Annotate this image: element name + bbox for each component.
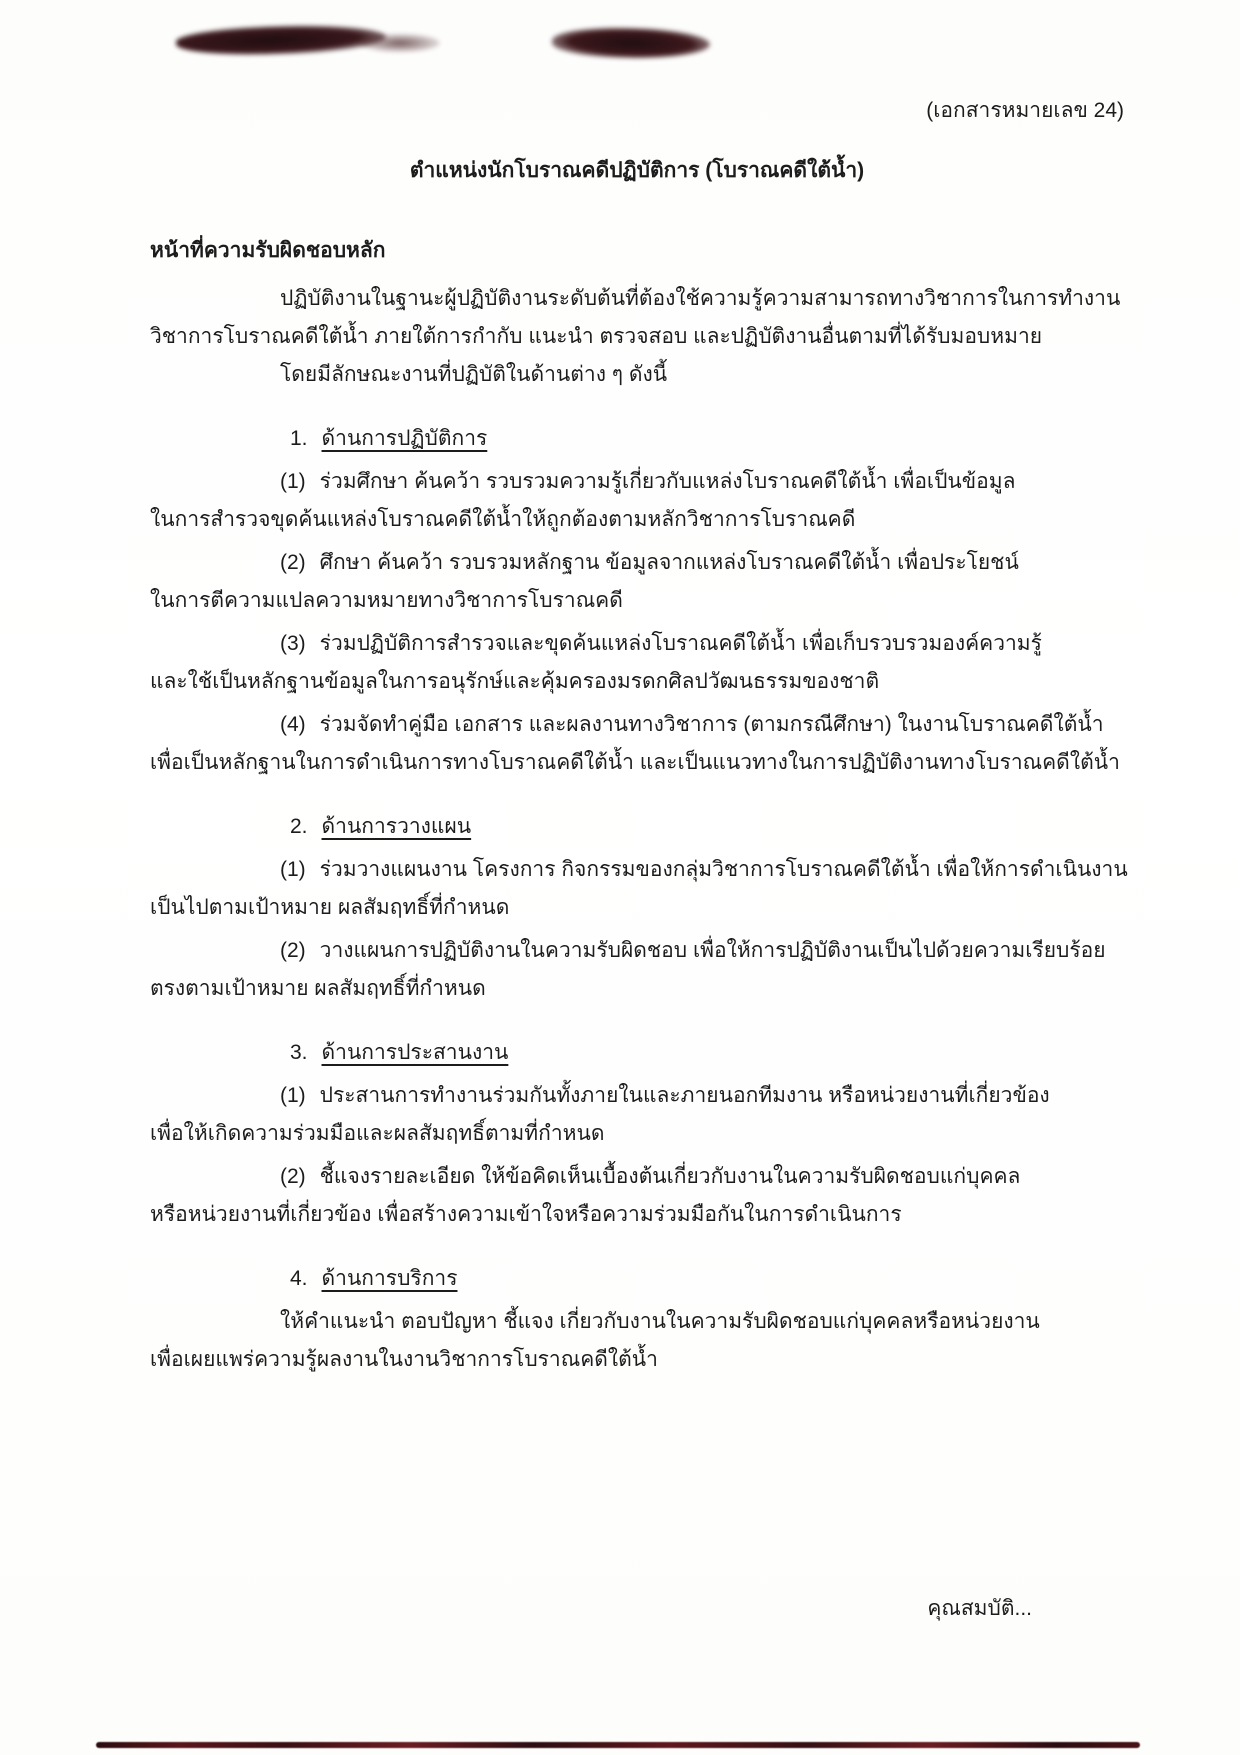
scan-line-bottom	[96, 1742, 1140, 1748]
item-text: และใช้เป็นหลักฐานข้อมูลในการอนุรักษ์และคุ้มครองมรดกศิลปวัฒนธรรมของชาติ	[150, 670, 880, 693]
duty-item	[150, 1303, 1124, 1379]
item-text: หรือหน่วยงานที่เกี่ยวข้อง เพื่อสร้างความเข้าใจหรือความร่วมมือกันในการดำเนินการ	[150, 1203, 902, 1226]
section-title: ด้านการปฏิบัติการ	[321, 427, 488, 450]
duty-item	[150, 625, 1124, 701]
item-text: ร่วมศึกษา ค้นคว้า รวบรวมความรู้เกี่ยวกับแหล่งโบราณคดีใต้น้ำ เพื่อเป็นข้อมูล	[319, 470, 1016, 493]
section-heading	[150, 808, 1124, 846]
intro-line: วิชาการโบราณคดีใต้น้ำ ภายใต้การกำกับ แนะนำ ตรวจสอบ และปฏิบัติงานอื่นตามที่ได้รับมอบหมาย	[150, 325, 1043, 348]
document-number-note: (เอกสารหมายเลข 24)	[926, 99, 1124, 122]
section-number: 1.	[290, 427, 308, 450]
item-text: ประสานการทำงานร่วมกันทั้งภายในและภายนอกทีมงาน หรือหน่วยงานที่เกี่ยวข้อง	[319, 1084, 1050, 1107]
item-label: (2)	[280, 1165, 306, 1188]
section-title: ด้านการวางแผน	[321, 815, 472, 838]
item-text: ร่วมปฏิบัติการสำรวจและขุดค้นแหล่งโบราณคดีใต้น้ำ เพื่อเก็บรวบรวมองค์ความรู้	[319, 632, 1042, 655]
duty-item	[150, 851, 1128, 927]
item-label: (2)	[280, 939, 306, 962]
document-title: ตำแหน่งนักโบราณคดีปฏิบัติการ (โบราณคดีใต้น้ำ)	[409, 159, 865, 182]
scan-smudge-middle	[360, 34, 440, 52]
duty-item	[150, 706, 1124, 782]
item-text: ในการตีความแปลความหมายทางวิชาการโบราณคดี	[150, 589, 623, 612]
item-label: (1)	[280, 470, 306, 493]
section-number: 4.	[290, 1267, 308, 1290]
item-text: ในการสำรวจขุดค้นแหล่งโบราณคดีใต้น้ำให้ถูกต้องตามหลักวิชาการโบราณคดี	[150, 508, 856, 531]
section-planning	[150, 808, 1128, 1008]
item-label: (3)	[280, 632, 306, 655]
intro-line: ปฏิบัติงานในฐานะผู้ปฏิบัติงานระดับต้นที่ต้องใช้ความรู้ความสามารถทางวิชาการในการทำงาน	[280, 287, 1121, 310]
item-text: ร่วมวางแผนงาน โครงการ กิจกรรมของกลุ่มวิชาการโบราณคดีใต้น้ำ เพื่อให้การดำเนินงาน	[319, 858, 1128, 881]
section-number: 3.	[290, 1041, 308, 1064]
section-coordination	[150, 1034, 1124, 1234]
section-operations	[150, 420, 1124, 782]
footer-continuation-note: คุณสมบัติ...	[927, 1597, 1032, 1620]
duty-item	[150, 463, 1124, 539]
item-text: ตรงตามเป้าหมาย ผลสัมฤทธิ์ที่กำหนด	[150, 977, 486, 1000]
duty-item	[150, 1158, 1124, 1234]
intro-paragraph	[150, 280, 1124, 394]
section-heading	[150, 1034, 1124, 1072]
section-number: 2.	[290, 815, 308, 838]
duties-heading: หน้าที่ความรับผิดชอบหลัก	[150, 239, 386, 262]
section-heading	[150, 1260, 1124, 1298]
section-title: ด้านการบริการ	[321, 1267, 458, 1290]
section-heading	[150, 420, 1124, 458]
item-text: เพื่อเป็นหลักฐานในการดำเนินการทางโบราณคดีใต้น้ำ และเป็นแนวทางในการปฏิบัติงานทางโบราณคดีใต้น้ำ	[150, 751, 1120, 774]
item-text: ชี้แจงรายละเอียด ให้ข้อคิดเห็นเบื้องต้นเกี่ยวกับงานในความรับผิดชอบแก่บุคคล	[319, 1165, 1021, 1188]
duty-item	[150, 1077, 1124, 1153]
item-text: ศึกษา ค้นคว้า รวบรวมหลักฐาน ข้อมูลจากแหล่งโบราณคดีใต้น้ำ เพื่อประโยชน์	[319, 551, 1019, 574]
item-label: (4)	[280, 713, 306, 736]
duty-item	[150, 544, 1124, 620]
item-text: ร่วมจัดทำคู่มือ เอกสาร และผลงานทางวิชาการ (ตามกรณีศึกษา) ในงานโบราณคดีใต้น้ำ	[319, 713, 1104, 736]
scan-smudge-right	[552, 26, 711, 60]
document-content	[150, 92, 1128, 1379]
item-text: วางแผนการปฏิบัติงานในความรับผิดชอบ เพื่อให้การปฏิบัติงานเป็นไปด้วยความเรียบร้อย	[319, 939, 1106, 962]
item-text: เป็นไปตามเป้าหมาย ผลสัมฤทธิ์ที่กำหนด	[150, 896, 510, 919]
section-service	[150, 1260, 1124, 1379]
item-label: (1)	[280, 858, 306, 881]
item-text: เพื่อเผยแพร่ความรู้ผลงานในงานวิชาการโบราณคดีใต้น้ำ	[150, 1348, 658, 1371]
scan-smudge-left	[176, 22, 387, 57]
item-label: (2)	[280, 551, 306, 574]
item-text: เพื่อให้เกิดความร่วมมือและผลสัมฤทธิ์ตามที่กำหนด	[150, 1122, 605, 1145]
duty-item	[150, 932, 1124, 1008]
section-title: ด้านการประสานงาน	[321, 1041, 509, 1064]
intro-line: โดยมีลักษณะงานที่ปฏิบัติในด้านต่าง ๆ ดังนี้	[280, 363, 668, 386]
item-text: ให้คำแนะนำ ตอบปัญหา ชี้แจง เกี่ยวกับงานในความรับผิดชอบแก่บุคคลหรือหน่วยงาน	[280, 1310, 1040, 1333]
item-label: (1)	[280, 1084, 306, 1107]
